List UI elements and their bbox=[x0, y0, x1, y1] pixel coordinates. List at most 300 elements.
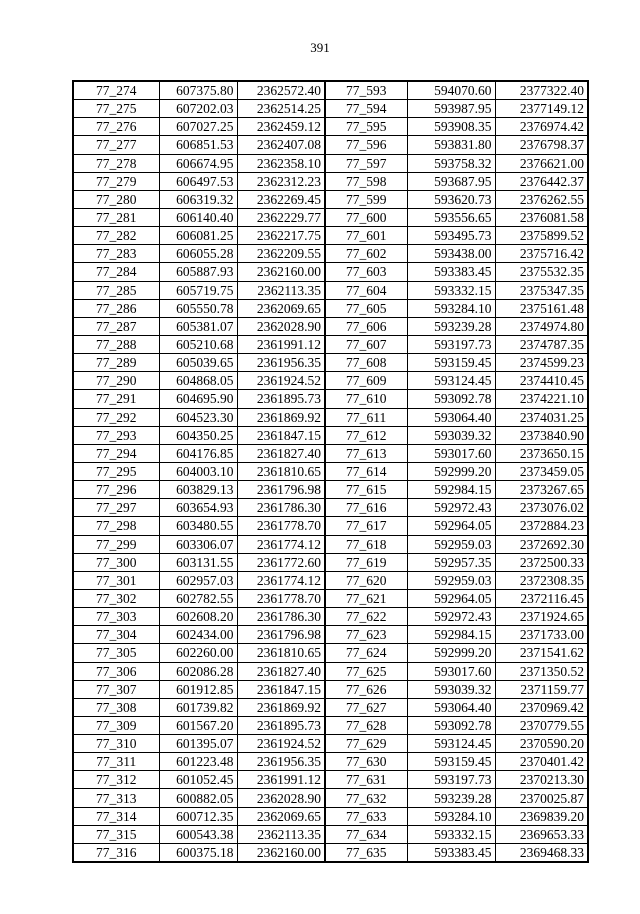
table-row bbox=[73, 390, 588, 408]
northing-left-cell: 2362069.65 bbox=[237, 807, 325, 825]
easting-left-cell: 602957.03 bbox=[159, 571, 237, 589]
northing-right-cell: 2373076.02 bbox=[495, 499, 588, 517]
northing-left-cell: 2361827.40 bbox=[237, 444, 325, 462]
easting-left-cell: 603131.55 bbox=[159, 553, 237, 571]
easting-left-cell: 606081.25 bbox=[159, 227, 237, 245]
easting-left-cell: 606497.53 bbox=[159, 172, 237, 190]
table-row bbox=[73, 825, 588, 843]
northing-left-cell: 2362572.40 bbox=[237, 81, 325, 100]
point-id-right-cell: 77_614 bbox=[325, 462, 407, 480]
easting-right-cell: 593332.15 bbox=[407, 825, 495, 843]
easting-left-cell: 604695.90 bbox=[159, 390, 237, 408]
point-id-right-cell: 77_602 bbox=[325, 245, 407, 263]
easting-left-cell: 602260.00 bbox=[159, 644, 237, 662]
point-id-left-cell: 77_301 bbox=[73, 571, 159, 589]
point-id-right-cell: 77_611 bbox=[325, 408, 407, 426]
northing-right-cell: 2372884.23 bbox=[495, 517, 588, 535]
northing-right-cell: 2369653.33 bbox=[495, 825, 588, 843]
easting-right-cell: 592972.43 bbox=[407, 608, 495, 626]
northing-right-cell: 2369839.20 bbox=[495, 807, 588, 825]
easting-left-cell: 601052.45 bbox=[159, 771, 237, 789]
point-id-right-cell: 77_627 bbox=[325, 698, 407, 716]
table-row bbox=[73, 136, 588, 154]
easting-left-cell: 606674.95 bbox=[159, 154, 237, 172]
easting-right-cell: 593758.32 bbox=[407, 154, 495, 172]
table-row bbox=[73, 517, 588, 535]
northing-left-cell: 2361772.60 bbox=[237, 553, 325, 571]
easting-right-cell: 593017.60 bbox=[407, 662, 495, 680]
table-row bbox=[73, 227, 588, 245]
table-row bbox=[73, 716, 588, 734]
point-id-left-cell: 77_289 bbox=[73, 354, 159, 372]
table-row bbox=[73, 499, 588, 517]
northing-left-cell: 2362113.35 bbox=[237, 825, 325, 843]
point-id-left-cell: 77_298 bbox=[73, 517, 159, 535]
point-id-right-cell: 77_606 bbox=[325, 317, 407, 335]
northing-left-cell: 2362229.77 bbox=[237, 208, 325, 226]
northing-right-cell: 2374410.45 bbox=[495, 372, 588, 390]
point-id-left-cell: 77_309 bbox=[73, 716, 159, 734]
easting-left-cell: 607027.25 bbox=[159, 118, 237, 136]
northing-left-cell: 2361847.15 bbox=[237, 680, 325, 698]
northing-right-cell: 2375347.35 bbox=[495, 281, 588, 299]
easting-left-cell: 602608.20 bbox=[159, 608, 237, 626]
northing-right-cell: 2369468.33 bbox=[495, 843, 588, 862]
table-row bbox=[73, 299, 588, 317]
northing-right-cell: 2372116.45 bbox=[495, 589, 588, 607]
table-row bbox=[73, 245, 588, 263]
northing-left-cell: 2361956.35 bbox=[237, 354, 325, 372]
easting-left-cell: 604523.30 bbox=[159, 408, 237, 426]
point-id-right-cell: 77_621 bbox=[325, 589, 407, 607]
easting-left-cell: 603654.93 bbox=[159, 499, 237, 517]
table-row bbox=[73, 753, 588, 771]
easting-right-cell: 593284.10 bbox=[407, 299, 495, 317]
point-id-right-cell: 77_616 bbox=[325, 499, 407, 517]
easting-right-cell: 593039.32 bbox=[407, 426, 495, 444]
easting-right-cell: 593124.45 bbox=[407, 735, 495, 753]
point-id-left-cell: 77_278 bbox=[73, 154, 159, 172]
easting-left-cell: 605039.65 bbox=[159, 354, 237, 372]
northing-right-cell: 2377322.40 bbox=[495, 81, 588, 100]
northing-left-cell: 2362358.10 bbox=[237, 154, 325, 172]
easting-left-cell: 601739.82 bbox=[159, 698, 237, 716]
easting-right-cell: 593017.60 bbox=[407, 444, 495, 462]
northing-right-cell: 2370779.55 bbox=[495, 716, 588, 734]
easting-right-cell: 593092.78 bbox=[407, 716, 495, 734]
northing-left-cell: 2362407.08 bbox=[237, 136, 325, 154]
easting-right-cell: 592957.35 bbox=[407, 553, 495, 571]
point-id-right-cell: 77_626 bbox=[325, 680, 407, 698]
point-id-left-cell: 77_285 bbox=[73, 281, 159, 299]
point-id-left-cell: 77_315 bbox=[73, 825, 159, 843]
point-id-right-cell: 77_633 bbox=[325, 807, 407, 825]
northing-right-cell: 2374031.25 bbox=[495, 408, 588, 426]
point-id-right-cell: 77_625 bbox=[325, 662, 407, 680]
easting-right-cell: 593197.73 bbox=[407, 771, 495, 789]
point-id-left-cell: 77_283 bbox=[73, 245, 159, 263]
point-id-left-cell: 77_296 bbox=[73, 481, 159, 499]
northing-right-cell: 2373267.65 bbox=[495, 481, 588, 499]
point-id-right-cell: 77_595 bbox=[325, 118, 407, 136]
easting-right-cell: 592984.15 bbox=[407, 481, 495, 499]
point-id-left-cell: 77_312 bbox=[73, 771, 159, 789]
point-id-left-cell: 77_291 bbox=[73, 390, 159, 408]
easting-left-cell: 605550.78 bbox=[159, 299, 237, 317]
point-id-right-cell: 77_605 bbox=[325, 299, 407, 317]
table-row bbox=[73, 172, 588, 190]
point-id-left-cell: 77_284 bbox=[73, 263, 159, 281]
easting-right-cell: 593159.45 bbox=[407, 354, 495, 372]
northing-left-cell: 2362113.35 bbox=[237, 281, 325, 299]
point-id-left-cell: 77_306 bbox=[73, 662, 159, 680]
easting-left-cell: 603306.07 bbox=[159, 535, 237, 553]
point-id-left-cell: 77_316 bbox=[73, 843, 159, 862]
table-row bbox=[73, 843, 588, 862]
point-id-right-cell: 77_599 bbox=[325, 190, 407, 208]
easting-right-cell: 593332.15 bbox=[407, 281, 495, 299]
northing-right-cell: 2370590.20 bbox=[495, 735, 588, 753]
northing-left-cell: 2361869.92 bbox=[237, 408, 325, 426]
northing-right-cell: 2375532.35 bbox=[495, 263, 588, 281]
northing-left-cell: 2362028.90 bbox=[237, 317, 325, 335]
easting-right-cell: 593239.28 bbox=[407, 317, 495, 335]
easting-left-cell: 605381.07 bbox=[159, 317, 237, 335]
coordinate-table-body bbox=[73, 81, 588, 862]
easting-right-cell: 593383.45 bbox=[407, 843, 495, 862]
northing-right-cell: 2376621.00 bbox=[495, 154, 588, 172]
easting-right-cell: 592972.43 bbox=[407, 499, 495, 517]
northing-right-cell: 2374974.80 bbox=[495, 317, 588, 335]
northing-right-cell: 2371541.62 bbox=[495, 644, 588, 662]
northing-left-cell: 2361810.65 bbox=[237, 462, 325, 480]
table-row bbox=[73, 735, 588, 753]
easting-right-cell: 593495.73 bbox=[407, 227, 495, 245]
point-id-right-cell: 77_615 bbox=[325, 481, 407, 499]
northing-left-cell: 2361895.73 bbox=[237, 716, 325, 734]
easting-right-cell: 592964.05 bbox=[407, 517, 495, 535]
table-row bbox=[73, 190, 588, 208]
point-id-left-cell: 77_290 bbox=[73, 372, 159, 390]
easting-left-cell: 601567.20 bbox=[159, 716, 237, 734]
table-row bbox=[73, 408, 588, 426]
point-id-left-cell: 77_294 bbox=[73, 444, 159, 462]
easting-right-cell: 593064.40 bbox=[407, 408, 495, 426]
point-id-left-cell: 77_295 bbox=[73, 462, 159, 480]
point-id-right-cell: 77_598 bbox=[325, 172, 407, 190]
northing-right-cell: 2371350.52 bbox=[495, 662, 588, 680]
northing-right-cell: 2371924.65 bbox=[495, 608, 588, 626]
point-id-left-cell: 77_281 bbox=[73, 208, 159, 226]
point-id-left-cell: 77_314 bbox=[73, 807, 159, 825]
easting-right-cell: 593064.40 bbox=[407, 698, 495, 716]
easting-right-cell: 593039.32 bbox=[407, 680, 495, 698]
point-id-left-cell: 77_277 bbox=[73, 136, 159, 154]
easting-right-cell: 594070.60 bbox=[407, 81, 495, 100]
easting-right-cell: 593438.00 bbox=[407, 245, 495, 263]
easting-left-cell: 600543.38 bbox=[159, 825, 237, 843]
easting-right-cell: 593197.73 bbox=[407, 335, 495, 353]
easting-right-cell: 593620.73 bbox=[407, 190, 495, 208]
easting-right-cell: 593908.35 bbox=[407, 118, 495, 136]
easting-left-cell: 607375.80 bbox=[159, 81, 237, 100]
easting-right-cell: 593687.95 bbox=[407, 172, 495, 190]
easting-right-cell: 593556.65 bbox=[407, 208, 495, 226]
point-id-right-cell: 77_630 bbox=[325, 753, 407, 771]
coordinate-table-container bbox=[72, 80, 587, 863]
point-id-right-cell: 77_635 bbox=[325, 843, 407, 862]
easting-left-cell: 604176.85 bbox=[159, 444, 237, 462]
northing-right-cell: 2376974.42 bbox=[495, 118, 588, 136]
northing-left-cell: 2361810.65 bbox=[237, 644, 325, 662]
northing-right-cell: 2376262.55 bbox=[495, 190, 588, 208]
easting-right-cell: 592984.15 bbox=[407, 626, 495, 644]
point-id-right-cell: 77_632 bbox=[325, 789, 407, 807]
northing-left-cell: 2361774.12 bbox=[237, 535, 325, 553]
northing-left-cell: 2361827.40 bbox=[237, 662, 325, 680]
table-row bbox=[73, 444, 588, 462]
easting-left-cell: 606055.28 bbox=[159, 245, 237, 263]
northing-left-cell: 2362269.45 bbox=[237, 190, 325, 208]
point-id-left-cell: 77_313 bbox=[73, 789, 159, 807]
point-id-right-cell: 77_618 bbox=[325, 535, 407, 553]
easting-right-cell: 593831.80 bbox=[407, 136, 495, 154]
table-row bbox=[73, 789, 588, 807]
point-id-right-cell: 77_619 bbox=[325, 553, 407, 571]
easting-left-cell: 603829.13 bbox=[159, 481, 237, 499]
easting-left-cell: 604868.05 bbox=[159, 372, 237, 390]
table-row bbox=[73, 680, 588, 698]
easting-right-cell: 593284.10 bbox=[407, 807, 495, 825]
easting-left-cell: 605719.75 bbox=[159, 281, 237, 299]
table-row bbox=[73, 698, 588, 716]
point-id-left-cell: 77_293 bbox=[73, 426, 159, 444]
easting-left-cell: 602782.55 bbox=[159, 589, 237, 607]
northing-left-cell: 2362160.00 bbox=[237, 263, 325, 281]
northing-right-cell: 2370213.30 bbox=[495, 771, 588, 789]
table-row bbox=[73, 208, 588, 226]
point-id-left-cell: 77_303 bbox=[73, 608, 159, 626]
table-row bbox=[73, 553, 588, 571]
northing-left-cell: 2362160.00 bbox=[237, 843, 325, 862]
point-id-right-cell: 77_609 bbox=[325, 372, 407, 390]
table-row bbox=[73, 535, 588, 553]
northing-left-cell: 2361786.30 bbox=[237, 608, 325, 626]
northing-right-cell: 2371733.00 bbox=[495, 626, 588, 644]
table-row bbox=[73, 462, 588, 480]
point-id-left-cell: 77_307 bbox=[73, 680, 159, 698]
easting-left-cell: 604003.10 bbox=[159, 462, 237, 480]
northing-right-cell: 2376081.58 bbox=[495, 208, 588, 226]
northing-right-cell: 2375899.52 bbox=[495, 227, 588, 245]
point-id-left-cell: 77_304 bbox=[73, 626, 159, 644]
northing-left-cell: 2361847.15 bbox=[237, 426, 325, 444]
table-row bbox=[73, 354, 588, 372]
northing-right-cell: 2374599.23 bbox=[495, 354, 588, 372]
easting-right-cell: 592999.20 bbox=[407, 644, 495, 662]
point-id-right-cell: 77_607 bbox=[325, 335, 407, 353]
northing-left-cell: 2361778.70 bbox=[237, 517, 325, 535]
point-id-right-cell: 77_634 bbox=[325, 825, 407, 843]
easting-right-cell: 592959.03 bbox=[407, 535, 495, 553]
point-id-right-cell: 77_620 bbox=[325, 571, 407, 589]
northing-right-cell: 2376798.37 bbox=[495, 136, 588, 154]
easting-left-cell: 600712.35 bbox=[159, 807, 237, 825]
page-number: 391 bbox=[310, 40, 330, 55]
easting-left-cell: 601395.07 bbox=[159, 735, 237, 753]
table-row bbox=[73, 426, 588, 444]
point-id-right-cell: 77_603 bbox=[325, 263, 407, 281]
point-id-left-cell: 77_287 bbox=[73, 317, 159, 335]
easting-right-cell: 593987.95 bbox=[407, 100, 495, 118]
point-id-right-cell: 77_594 bbox=[325, 100, 407, 118]
point-id-left-cell: 77_279 bbox=[73, 172, 159, 190]
table-row bbox=[73, 807, 588, 825]
northing-left-cell: 2362459.12 bbox=[237, 118, 325, 136]
northing-left-cell: 2361991.12 bbox=[237, 335, 325, 353]
coordinate-table bbox=[72, 80, 589, 863]
point-id-right-cell: 77_597 bbox=[325, 154, 407, 172]
northing-right-cell: 2374787.35 bbox=[495, 335, 588, 353]
point-id-left-cell: 77_275 bbox=[73, 100, 159, 118]
northing-left-cell: 2361991.12 bbox=[237, 771, 325, 789]
easting-right-cell: 593383.45 bbox=[407, 263, 495, 281]
northing-left-cell: 2362209.55 bbox=[237, 245, 325, 263]
point-id-right-cell: 77_631 bbox=[325, 771, 407, 789]
table-row bbox=[73, 644, 588, 662]
point-id-right-cell: 77_622 bbox=[325, 608, 407, 626]
point-id-right-cell: 77_596 bbox=[325, 136, 407, 154]
northing-left-cell: 2361796.98 bbox=[237, 626, 325, 644]
point-id-right-cell: 77_612 bbox=[325, 426, 407, 444]
point-id-left-cell: 77_274 bbox=[73, 81, 159, 100]
table-row bbox=[73, 317, 588, 335]
table-row bbox=[73, 571, 588, 589]
easting-right-cell: 593124.45 bbox=[407, 372, 495, 390]
easting-left-cell: 606319.32 bbox=[159, 190, 237, 208]
northing-left-cell: 2361895.73 bbox=[237, 390, 325, 408]
easting-left-cell: 601223.48 bbox=[159, 753, 237, 771]
easting-right-cell: 592964.05 bbox=[407, 589, 495, 607]
northing-right-cell: 2373840.90 bbox=[495, 426, 588, 444]
northing-right-cell: 2370969.42 bbox=[495, 698, 588, 716]
easting-left-cell: 600375.18 bbox=[159, 843, 237, 862]
point-id-left-cell: 77_282 bbox=[73, 227, 159, 245]
point-id-left-cell: 77_288 bbox=[73, 335, 159, 353]
point-id-right-cell: 77_617 bbox=[325, 517, 407, 535]
northing-right-cell: 2377149.12 bbox=[495, 100, 588, 118]
point-id-left-cell: 77_310 bbox=[73, 735, 159, 753]
northing-right-cell: 2372500.33 bbox=[495, 553, 588, 571]
point-id-left-cell: 77_297 bbox=[73, 499, 159, 517]
easting-right-cell: 592959.03 bbox=[407, 571, 495, 589]
northing-right-cell: 2371159.77 bbox=[495, 680, 588, 698]
table-row bbox=[73, 771, 588, 789]
northing-left-cell: 2361786.30 bbox=[237, 499, 325, 517]
easting-left-cell: 605887.93 bbox=[159, 263, 237, 281]
northing-right-cell: 2375716.42 bbox=[495, 245, 588, 263]
table-row bbox=[73, 118, 588, 136]
table-row bbox=[73, 481, 588, 499]
easting-right-cell: 592999.20 bbox=[407, 462, 495, 480]
northing-right-cell: 2370401.42 bbox=[495, 753, 588, 771]
table-row bbox=[73, 81, 588, 100]
point-id-left-cell: 77_276 bbox=[73, 118, 159, 136]
point-id-left-cell: 77_292 bbox=[73, 408, 159, 426]
easting-left-cell: 604350.25 bbox=[159, 426, 237, 444]
northing-right-cell: 2374221.10 bbox=[495, 390, 588, 408]
table-row bbox=[73, 281, 588, 299]
point-id-left-cell: 77_308 bbox=[73, 698, 159, 716]
point-id-left-cell: 77_302 bbox=[73, 589, 159, 607]
table-row bbox=[73, 100, 588, 118]
easting-right-cell: 593239.28 bbox=[407, 789, 495, 807]
table-row bbox=[73, 154, 588, 172]
point-id-left-cell: 77_286 bbox=[73, 299, 159, 317]
point-id-right-cell: 77_601 bbox=[325, 227, 407, 245]
northing-left-cell: 2361774.12 bbox=[237, 571, 325, 589]
easting-left-cell: 603480.55 bbox=[159, 517, 237, 535]
easting-left-cell: 600882.05 bbox=[159, 789, 237, 807]
northing-left-cell: 2361778.70 bbox=[237, 589, 325, 607]
easting-left-cell: 601912.85 bbox=[159, 680, 237, 698]
table-row bbox=[73, 608, 588, 626]
northing-left-cell: 2362217.75 bbox=[237, 227, 325, 245]
point-id-right-cell: 77_593 bbox=[325, 81, 407, 100]
point-id-right-cell: 77_629 bbox=[325, 735, 407, 753]
easting-left-cell: 605210.68 bbox=[159, 335, 237, 353]
easting-left-cell: 602434.00 bbox=[159, 626, 237, 644]
northing-right-cell: 2373459.05 bbox=[495, 462, 588, 480]
northing-right-cell: 2372308.35 bbox=[495, 571, 588, 589]
point-id-right-cell: 77_628 bbox=[325, 716, 407, 734]
northing-right-cell: 2372692.30 bbox=[495, 535, 588, 553]
northing-left-cell: 2362028.90 bbox=[237, 789, 325, 807]
northing-left-cell: 2362069.65 bbox=[237, 299, 325, 317]
easting-left-cell: 602086.28 bbox=[159, 662, 237, 680]
table-row bbox=[73, 662, 588, 680]
easting-left-cell: 607202.03 bbox=[159, 100, 237, 118]
northing-left-cell: 2362312.23 bbox=[237, 172, 325, 190]
northing-right-cell: 2373650.15 bbox=[495, 444, 588, 462]
table-row bbox=[73, 589, 588, 607]
point-id-left-cell: 77_300 bbox=[73, 553, 159, 571]
northing-left-cell: 2361956.35 bbox=[237, 753, 325, 771]
point-id-left-cell: 77_305 bbox=[73, 644, 159, 662]
northing-right-cell: 2370025.87 bbox=[495, 789, 588, 807]
point-id-left-cell: 77_280 bbox=[73, 190, 159, 208]
northing-left-cell: 2361869.92 bbox=[237, 698, 325, 716]
point-id-right-cell: 77_600 bbox=[325, 208, 407, 226]
table-row bbox=[73, 263, 588, 281]
point-id-right-cell: 77_604 bbox=[325, 281, 407, 299]
table-row bbox=[73, 372, 588, 390]
easting-left-cell: 606140.40 bbox=[159, 208, 237, 226]
northing-left-cell: 2361924.52 bbox=[237, 372, 325, 390]
point-id-right-cell: 77_624 bbox=[325, 644, 407, 662]
point-id-right-cell: 77_610 bbox=[325, 390, 407, 408]
point-id-left-cell: 77_311 bbox=[73, 753, 159, 771]
northing-right-cell: 2375161.48 bbox=[495, 299, 588, 317]
point-id-right-cell: 77_613 bbox=[325, 444, 407, 462]
easting-left-cell: 606851.53 bbox=[159, 136, 237, 154]
northing-left-cell: 2361924.52 bbox=[237, 735, 325, 753]
northing-right-cell: 2376442.37 bbox=[495, 172, 588, 190]
northing-left-cell: 2362514.25 bbox=[237, 100, 325, 118]
table-row bbox=[73, 335, 588, 353]
northing-left-cell: 2361796.98 bbox=[237, 481, 325, 499]
point-id-right-cell: 77_608 bbox=[325, 354, 407, 372]
